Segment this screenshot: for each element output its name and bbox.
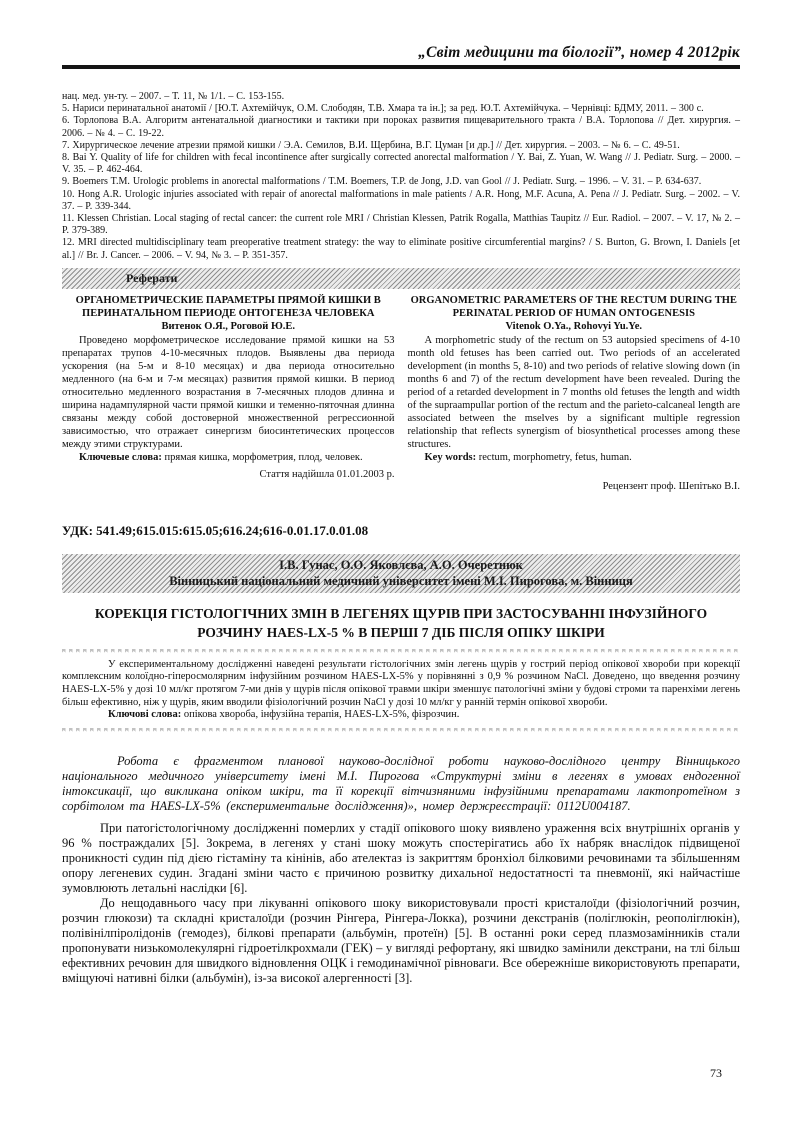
reference-item: 7. Хирургическое лечение атрезии прямой кишки / Э.А. Семилов, В.И. Щербина, В.Г. Цуман [и др.] // Дет. хирургия. – 2003. – № 6. – С. 49-51. xyxy=(62,139,680,151)
article-paragraph: До нещодавнього часу при лікуванні опікового шоку використовували прості кристалоїди (фізіологічний розчин, розчин глюкози) та складні кристалоїди (розчин Рінгера, Рінгера-Локка), розчини декстранів (поліглюкін, реополіглюкін), полівінілпіролідонів (гемодез), білкові препарати (альбумін, протеїн) [5]. В останні роки серед плазмозамінників стали пропонувати низькомолекулярні гідроетілкрохмали (ГЕК) – у вигляді рефортану, які швидко замінили декстрани, на тлі більш ефективних речовин для швидкого відновлення ОЦК і гемодинамічної рівноваги. Все обережніше використовують препарати, вміщуючі нативні білки (альбумін), із-за високої алергенності [3]. xyxy=(62,895,740,985)
reference-item: 9. Boemers T.M. Urologic problems in anorectal malformations / T.M. Boemers, T.P. de Jong, J.D. van Gool // J. Pediatr. Surg. – 1996. – V. 31. – P. 634-637. xyxy=(62,176,702,188)
article-reviewer: Рецензент проф. Шепітько В.І. xyxy=(602,480,740,492)
article-received-date: Стаття надійшла 01.01.2003 р. xyxy=(259,468,395,480)
reference-item: 10. Hong A.R. Urologic injuries associated with repair of anorectal malformations in male patients / A.R. Hong, M.F. Acuna, A. Pena // J. Pediatr. Surg. – 2002. – V. 37. – P. 339-344. xyxy=(62,188,740,212)
journal-header: „Світ медицини та біології”, номер 4 2012рік xyxy=(418,44,740,61)
article-authors-line: І.В. Гунас, О.О. Яковлєва, А.О. Очеретнюк xyxy=(279,557,523,572)
keywords-label: Ключові слова: xyxy=(108,709,182,721)
article-abstract xyxy=(62,654,740,726)
abstract-russian-keywords xyxy=(62,451,395,464)
keywords-text: опікова хвороба, інфузійна терапія, HAES-LX-5%, фізрозчин. xyxy=(181,709,460,721)
reference-item: 12. MRI directed multidisciplinary team preoperative treatment strategy: the way to eliminate positive circumferential margins? / S. Burton, G. Brown, I. Daniels [et al.] // Br. J. Cancer. – 2006. – V. 94, № 3. – P. 351-357. xyxy=(62,237,740,261)
reference-continuation-line: нац. мед. ун-ту. – 2007. – Т. 11, № 1/1. – С. 153-155. xyxy=(62,91,285,102)
reference-item: 11. Klessen Christian. Local staging of rectal cancer: the current role MRI / Christian Klessen, Patrik Rogalla, Matthias Taupitz // Eur. Radiol. – 2007. – V. 17, № 2. – P. 379-389. xyxy=(62,213,740,237)
abstract-russian-title: ОРГАНОМЕТРИЧЕСКИЕ ПАРАМЕТРЫ ПРЯМОЙ КИШКИ В ПЕРИНАТАЛЬНОМ ПЕРИОДЕ ОНТОГЕНЕЗА ЧЕЛОВЕКА xyxy=(75,294,381,319)
abstract-english-body: A morphometric study of the rectum on 53 autopsied specimens of 4-10 month old fetuses has been carried out. Two periods of an accelerated development (in months 5, 8-10) and two periods of relative slowing down (in months 6 and 7) of the rectum development have been revealed. During the period of a retarded development in 7 months old fetuses the length and width of the supraampullar portion of the rectum and the parieto-calcaneal length are associated between the mselves by a significant multiple regression relationship that reflects synergism of biosynthetical processes among these structures. xyxy=(407,334,740,450)
article-body xyxy=(62,821,740,985)
reference-item: 5. Нариси перинатальної анатомії / [Ю.Т. Ахтемійчук, О.М. Слободян, Т.В. Хмара та ін.]; за ред. Ю.Т. Ахтемійчука. – Чернівці: БДМУ, 2011. – 300 с. xyxy=(62,103,704,115)
udc-line: УДК: 541.49;615.015:615.05;616.24;616-0.01.17.0.01.08 xyxy=(62,522,369,538)
keywords-label: Ключевые слова: xyxy=(79,451,162,463)
article-paragraph: При патогістологічному дослідженні померлих у стадії опікового шоку виявлено ураження всіх внутрішніх органів у 96 % постраждалих [5]. Зокрема, в легенях у стані шоку можуть спостерігатись або їх набряк внаслідок підвищеної проникності судин під дією гістаміну та кінінів, або ателектаз із закриттям бронхіол білковими речовинами та збільшенням опору легеневих судин. Згадані зміни часто є причиною розвитку дихальної недостатності та пневмонії, які найчастіше зумовлюють летальні наслідки [6]. xyxy=(62,821,740,896)
abstracts-row xyxy=(62,294,740,493)
article-abstract-keywords xyxy=(62,709,740,722)
article-abstract-text: У експериментальному дослідженні наведені результати гістологічних змін легень щурів у гострий період опікової хвороби при корекції комплексним колоїдно-гіперосмолярним інфузійним розчином HAES-LX-5% у порівнянні з 0,9 % розчином NaCl. Доведено, що введення розчину HAES-LX-5% у дозі 10 мл/кг протягом 7-ми днів у щурів після опікової травми шкіри зменшує патологічні зміни у будові строми та паренхіми легень більш ефективно, ніж у щурів, яким вводили фізіологічний розчин NaCl у дозі 10 мл/кг у ранній термін опікової хвороби. xyxy=(62,658,740,708)
references-section xyxy=(62,91,740,262)
referaty-banner xyxy=(62,268,740,289)
references-list xyxy=(62,103,740,262)
abstract-english-authors: Vitenok O.Ya., Rohovyi Yu.Ye. xyxy=(505,320,643,332)
abstract-russian-body: Проведено морфометрическое исследование прямой кишки на 53 препаратах трупов 4-10-месячных плодов. Выявлены два периода ускорения (на 5-м и 8-10 месяцах) и два периода относительно медленного (на 6-м и 7-м месяцах) развития прямой кишки. В период относительно медленного возрастания в 7-месячных плодов длинна и ширина надампулярной части прямой кишки и теменно-пяточная длинна связаны между собой достоверной множественной регрессионной зависимостью, что отражает синергизм биосинтетических процессов между этими структурами. xyxy=(62,334,395,450)
zigzag-divider-bottom xyxy=(62,728,740,733)
reference-item: 8. Bai Y. Quality of life for children with fecal incontinence after surgically corrected anorectal malformation / Y. Bai, Z. Yuan, W. Wang // J. Pediatr. Surg. – 2000. – V. 35. – P. 462-464. xyxy=(62,152,740,176)
abstract-russian xyxy=(62,294,395,493)
article-affiliation-line: Вінницький національний медичний університет імені М.І. Пирогова, м. Вінниця xyxy=(169,573,633,588)
page-number: 73 xyxy=(710,1066,722,1080)
abstract-english xyxy=(408,294,741,493)
keywords-text: rectum, morphometry, fetus, human. xyxy=(476,451,632,463)
keywords-label: Key words: xyxy=(424,451,477,463)
abstract-english-title: ORGANOMETRIC PARAMETERS OF THE RECTUM DURING THE PERINATAL PERIOD OF HUMAN ONTOGENESIS xyxy=(410,294,737,319)
abstract-english-keywords xyxy=(408,451,741,464)
keywords-text: прямая кишка, морфометрия, плод, человек. xyxy=(161,451,363,463)
article-authors-banner xyxy=(62,554,740,593)
referaty-banner-label: Реферати xyxy=(126,270,178,285)
abstract-russian-authors: Витенок О.Я., Роговой Ю.Е. xyxy=(161,320,296,332)
reference-item: 6. Торлопова В.А. Алгоритм антенатальной диагностики и тактики при пороках развития пищеварительного тракта / В.А. Торлопова // Дет. хирургия. – 2006. – № 4. – С. 19-22. xyxy=(62,115,740,139)
frame-note-paragraph: Робота є фрагментом планової науково-дослідної роботи науково-дослідного центру Вінницького національного медичного університету імені М.І. Пирогова «Структурні зміни в легенях в умовах ендогенної інтоксикації, що викликана опіком шкіри, та її корекції вітчизняними інфузійними препаратами лактопротеїном з сорбітолом та HAES-LX-5% (експериментальне дослідження)», номер держреєстрації: 0112U004187. xyxy=(62,753,740,813)
article-title: КОРЕКЦІЯ ГІСТОЛОГІЧНИХ ЗМІН В ЛЕГЕНЯХ ЩУРІВ ПРИ ЗАСТОСУВАННІ ІНФУЗІЙНОГО РОЗЧИНУ HAES-LX-5 % В ПЕРШІ 7 ДІБ ПІСЛЯ ОПІКУ ШКІРИ xyxy=(94,605,708,640)
header-divider xyxy=(62,65,740,69)
